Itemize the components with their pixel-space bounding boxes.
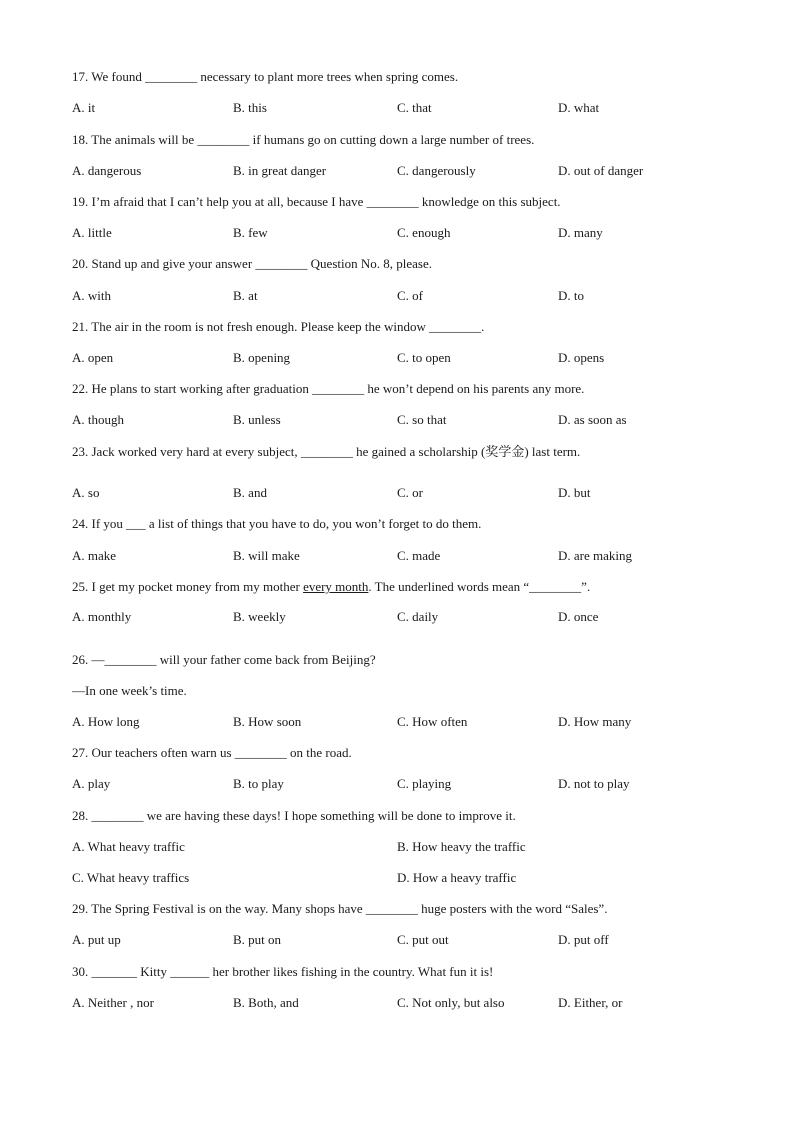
option-b: B. at [233, 288, 258, 303]
option-c: C. to open [397, 350, 451, 365]
question-25-text-after: . The underlined words mean “________”. [368, 579, 591, 594]
underlined-phrase: every month [303, 579, 369, 594]
option-d: D. How many [558, 714, 632, 729]
option-b: B. will make [233, 548, 300, 563]
option-c: C. of [397, 288, 423, 303]
option-b: B. How heavy the traffic [397, 839, 526, 854]
option-c: C. Not only, but also [397, 995, 505, 1010]
option-b: B. unless [233, 412, 281, 427]
question-18: 18. The animals will be ________ if humans go on cutting down a large number of trees. [72, 132, 535, 147]
option-a: A. little [72, 225, 112, 240]
option-a: A. make [72, 548, 117, 563]
option-d: D. out of danger [558, 163, 644, 178]
option-a: A. open [72, 350, 114, 365]
option-d: D. many [558, 225, 603, 240]
question-25-text-before: 25. I get my pocket money from my mother [72, 579, 304, 594]
option-a: A. though [72, 412, 124, 427]
option-b: B. few [233, 225, 268, 240]
question-21: 21. The air in the room is not fresh enough. Please keep the window ________. [72, 319, 485, 334]
option-a: A. monthly [72, 609, 132, 624]
option-d: D. How a heavy traffic [397, 870, 517, 885]
option-b: B. weekly [233, 609, 286, 624]
option-b: B. and [233, 485, 267, 500]
question-23: 23. Jack worked very hard at every subject, ________ he gained a scholarship (奖学金) last term. [72, 444, 581, 459]
question-20: 20. Stand up and give your answer ________ Question No. 8, please. [72, 256, 432, 271]
option-b: B. put on [233, 932, 282, 947]
option-a: A. it [72, 100, 96, 115]
option-a: A. put up [72, 932, 121, 947]
question-26: 26. —________ will your father come back from Beijing? [72, 652, 376, 667]
option-b: B. to play [233, 776, 284, 791]
option-a: A. so [72, 485, 100, 500]
option-d: D. opens [558, 350, 605, 365]
question-22: 22. He plans to start working after graduation ________ he won’t depend on his parents any more. [72, 381, 585, 396]
question-19: 19. I’m afraid that I can’t help you at all, because I have ________ knowledge on this subject. [72, 194, 561, 209]
option-b: B. How soon [233, 714, 302, 729]
option-d: D. as soon as [558, 412, 627, 427]
question-17: 17. We found ________ necessary to plant more trees when spring comes. [72, 69, 459, 84]
option-c: C. daily [397, 609, 439, 624]
option-c: C. so that [397, 412, 447, 427]
option-d: D. put off [558, 932, 609, 947]
option-a: A. play [72, 776, 111, 791]
option-c: C. or [397, 485, 423, 500]
option-c: C. made [397, 548, 441, 563]
option-b: B. opening [233, 350, 291, 365]
option-c: C. How often [397, 714, 468, 729]
option-d: D. what [558, 100, 600, 115]
question-24: 24. If you ___ a list of things that you have to do, you won’t forget to do them. [72, 516, 482, 531]
option-c: C. dangerously [397, 163, 476, 178]
option-c: C. What heavy traffics [72, 870, 190, 885]
question-28: 28. ________ we are having these days! I hope something will be done to improve it. [72, 808, 516, 823]
option-d: D. to [558, 288, 584, 303]
option-d: D. once [558, 609, 599, 624]
option-c: C. enough [397, 225, 451, 240]
question-30: 30. _______ Kitty ______ her brother likes fishing in the country. What fun it is! [72, 964, 494, 979]
option-b: B. in great danger [233, 163, 327, 178]
option-c: C. that [397, 100, 432, 115]
question-27: 27. Our teachers often warn us ________ on the road. [72, 745, 352, 760]
option-a: A. Neither , nor [72, 995, 154, 1010]
option-c: C. put out [397, 932, 449, 947]
option-d: D. not to play [558, 776, 630, 791]
question-25 [72, 579, 752, 595]
option-a: A. How long [72, 714, 140, 729]
option-a: A. with [72, 288, 111, 303]
option-a: A. dangerous [72, 163, 142, 178]
option-d: D. are making [558, 548, 633, 563]
option-b: B. Both, and [233, 995, 299, 1010]
option-d: D. Either, or [558, 995, 623, 1010]
option-a: A. What heavy traffic [72, 839, 185, 854]
option-c: C. playing [397, 776, 452, 791]
option-b: B. this [233, 100, 267, 115]
option-d: D. but [558, 485, 591, 500]
question-29: 29. The Spring Festival is on the way. Many shops have ________ huge posters with the word “Sales”. [72, 901, 608, 916]
question-26-reply: —In one week’s time. [72, 683, 187, 698]
